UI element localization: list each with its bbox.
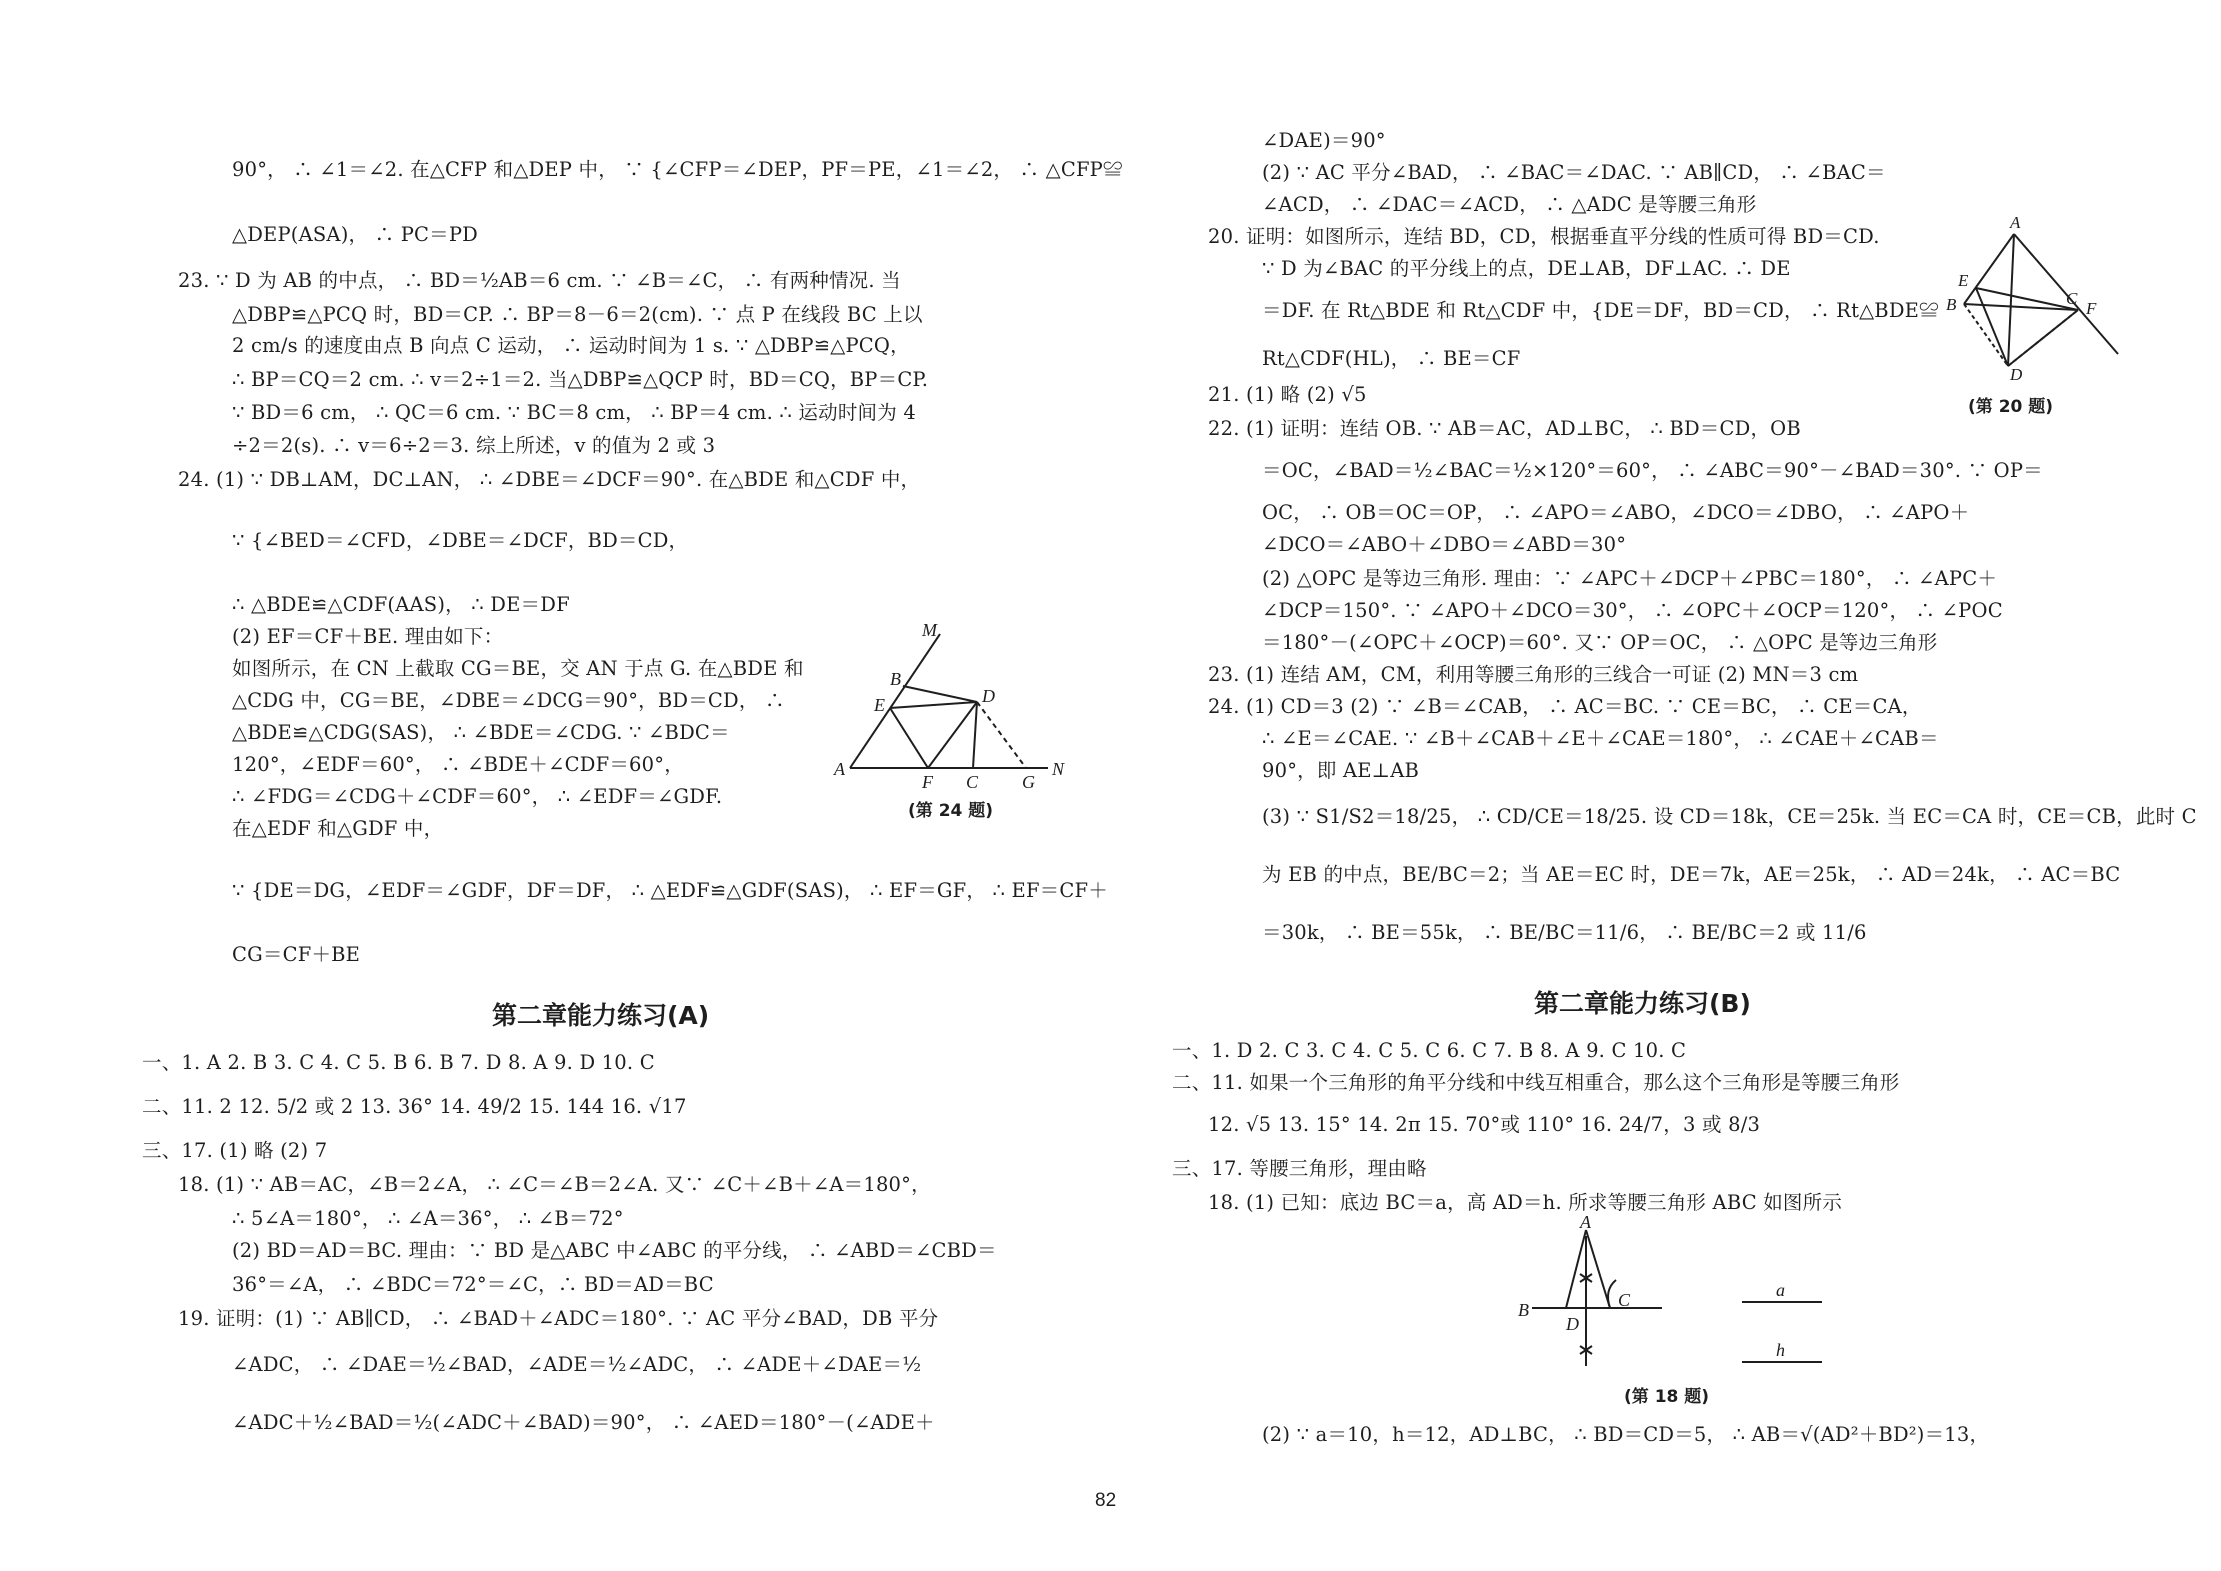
- answer-line: 三、17. 等腰三角形，理由略: [1172, 1157, 1427, 1180]
- text-line: ∴ ∠E＝∠CAE. ∵ ∠B＋∠CAB＋∠E＋∠CAE＝180°， ∴ ∠CAE＋∠CAB＝: [1262, 727, 1939, 750]
- fig24-label: B: [890, 669, 901, 689]
- fig18-label: h: [1776, 1340, 1785, 1360]
- fig20-label: D: [2010, 365, 2023, 384]
- fig24-label: G: [1022, 772, 1035, 790]
- text-line: △DBP≌△PCQ 时，BD＝CP. ∴ BP＝8－6＝2(cm). ∵ 点 P 在线段 BC 上以: [232, 303, 923, 326]
- figure-18-caption: (第 18 题): [1624, 1387, 1710, 1407]
- text-line: ＝180°－(∠OPC＋∠OCP)＝60°. 又∵ OP＝OC， ∴ △OPC 是等边三角形: [1262, 631, 1938, 654]
- text-line: ÷2＝2(s). ∴ v＝6÷2＝3. 综上所述，v 的值为 2 或 3: [232, 434, 716, 457]
- fig24-label: N: [1052, 759, 1065, 779]
- text-line: ∠DCO＝∠ABO＋∠DBO＝∠ABD＝30°: [1262, 533, 1627, 556]
- answer-line: 一、1. D 2. C 3. C 4. C 5. C 6. C 7. B 8. A 9. C 10. C: [1172, 1039, 1687, 1062]
- fig20-label: C: [2066, 289, 2078, 308]
- text-line: (2) ∵ AC 平分∠BAD， ∴ ∠BAC＝∠DAC. ∵ AB∥CD， ∴ ∠BAC＝: [1262, 161, 1886, 184]
- text-line: ∴ △BDE≌△CDF(AAS)， ∴ DE＝DF: [232, 593, 570, 616]
- fig20-label: B: [1946, 295, 1957, 314]
- answer-line: 18. (1) 已知：底边 BC＝a，高 AD＝h. 所求等腰三角形 ABC 如图所示: [1208, 1191, 1843, 1214]
- figure-24-caption: (第 24 题): [908, 801, 994, 821]
- text-line: 120°，∠EDF＝60°， ∴ ∠BDE＋∠CDF＝60°，: [232, 753, 684, 776]
- text-line: OC， ∴ OB＝OC＝OP， ∴ ∠APO＝∠ABO，∠DCO＝∠DBO， ∴ ∠APO＋: [1262, 501, 1970, 524]
- fig20-label: A: [2010, 214, 2021, 232]
- answer-line: 三、17. (1) 略 (2) 7: [142, 1139, 328, 1162]
- fig24-label: C: [966, 772, 979, 790]
- text-line: (2) EF＝CF＋BE. 理由如下：: [232, 625, 504, 648]
- text-line: 24. (1) ∵ DB⊥AM，DC⊥AN， ∴ ∠DBE＝∠DCF＝90°. 在△BDE 和△CDF 中，: [178, 468, 921, 491]
- figure-20: [1928, 214, 2128, 384]
- text-line: ∠DCP＝150°. ∵ ∠APO＋∠DCO＝30°， ∴ ∠OPC＋∠OCP＝120°， ∴ ∠POC: [1262, 599, 2003, 622]
- fig18-label: A: [1580, 1216, 1591, 1232]
- figure-24: [830, 620, 1070, 790]
- text-line: Rt△CDF(HL)， ∴ BE＝CF: [1262, 347, 1521, 370]
- text-line: △CDG 中，CG＝BE，∠DBE＝∠DCG＝90°，BD＝CD， ∴: [232, 689, 785, 712]
- fig20-label: F: [2086, 299, 2097, 318]
- text-line: 为 EB 的中点，BE/BC＝2；当 AE＝EC 时，DE＝7k，AE＝25k， ∴ AD＝24k， ∴ AC＝BC: [1262, 863, 2121, 886]
- text-line: 21. (1) 略 (2) √5: [1208, 383, 1367, 406]
- text-line: ∠ACD， ∴ ∠DAC＝∠ACD， ∴ △ADC 是等腰三角形: [1262, 193, 1757, 216]
- answer-line: 36°＝∠A， ∴ ∠BDC＝72°＝∠C，∴ BD＝AD＝BC: [232, 1273, 714, 1296]
- text-line: (3) ∵ S1/S2＝18/25， ∴ CD/CE＝18/25. 设 CD＝18k，CE＝25k. 当 EC＝CA 时，CE＝CB，此时 C: [1262, 805, 2197, 828]
- figure-20-caption: (第 20 题): [1968, 397, 2054, 417]
- text-line: 90°， ∴ ∠1＝∠2. 在△CFP 和△DEP 中， ∵ {∠CFP＝∠DEP，PF＝PE，∠1＝∠2， ∴ △CFP≌: [232, 158, 1123, 181]
- text-line: 23. ∵ D 为 AB 的中点， ∴ BD＝½AB＝6 cm. ∵ ∠B＝∠C， ∴ 有两种情况. 当: [178, 269, 901, 292]
- fig24-label: E: [874, 695, 885, 715]
- text-line: 在△EDF 和△GDF 中，: [232, 817, 444, 840]
- figure-18: [1502, 1216, 1882, 1376]
- fig18-label: a: [1776, 1280, 1785, 1300]
- text-line: ∴ ∠FDG＝∠CDG＋∠CDF＝60°， ∴ ∠EDF＝∠GDF.: [232, 785, 723, 808]
- fig20-label: E: [1958, 271, 1969, 290]
- text-line: △BDE≌△CDG(SAS)， ∴ ∠BDE＝∠CDG. ∵ ∠BDC＝: [232, 721, 730, 744]
- text-line: 23. (1) 连结 AM，CM，利用等腰三角形的三线合一可证 (2) MN＝3 cm: [1208, 663, 1859, 686]
- answer-line: ∠ADC， ∴ ∠DAE＝½∠BAD，∠ADE＝½∠ADC， ∴ ∠ADE＋∠DAE＝½: [232, 1353, 922, 1376]
- text-line: △DEP(ASA)， ∴ PC＝PD: [232, 223, 479, 246]
- text-line: ∵ BD＝6 cm， ∴ QC＝6 cm. ∵ BC＝8 cm， ∴ BP＝4 cm. ∴ 运动时间为 4: [232, 401, 916, 424]
- text-line: ＝30k， ∴ BE＝55k， ∴ BE/BC＝11/6， ∴ BE/BC＝2 或 11/6: [1262, 921, 1867, 944]
- fig24-label: M: [922, 620, 937, 640]
- answer-line: 二、11. 2 12. 5/2 或 2 13. 36° 14. 49/2 15. 144 16. √17: [142, 1095, 687, 1118]
- text-line: ∴ BP＝CQ＝2 cm. ∴ v＝2÷1＝2. 当△DBP≌△QCP 时，BD＝CQ，BP＝CP.: [232, 368, 929, 391]
- section-title-b: 第二章能力练习(B): [1534, 989, 1751, 1018]
- fig18-label: B: [1518, 1300, 1529, 1320]
- text-line: 20. 证明：如图所示，连结 BD，CD，根据垂直平分线的性质可得 BD＝CD.: [1208, 225, 1880, 248]
- page-number: 82: [1095, 1490, 1117, 1511]
- text-line: ∵ {∠BED＝∠CFD，∠DBE＝∠DCF，BD＝CD，: [232, 529, 689, 552]
- answer-line: 12. √5 13. 15° 14. 2π 15. 70°或 110° 16. 24/7，3 或 8/3: [1208, 1113, 1761, 1136]
- answer-line: ∴ 5∠A＝180°， ∴ ∠A＝36°， ∴ ∠B＝72°: [232, 1207, 624, 1230]
- text-line: 24. (1) CD＝3 (2) ∵ ∠B＝∠CAB， ∴ AC＝BC. ∵ CE＝BC， ∴ CE＝CA，: [1208, 695, 1922, 718]
- section-title-a: 第二章能力练习(A): [492, 1001, 710, 1030]
- text-line: 22. (1) 证明：连结 OB. ∵ AB＝AC，AD⊥BC， ∴ BD＝CD，OB: [1208, 417, 1801, 440]
- answer-line: 一、1. A 2. B 3. C 4. C 5. B 6. B 7. D 8. A 9. D 10. C: [142, 1051, 655, 1074]
- text-line: CG＝CF＋BE: [232, 943, 361, 966]
- text-line: ∵ D 为∠BAC 的平分线上的点，DE⊥AB，DF⊥AC. ∴ DE: [1262, 257, 1791, 280]
- fig24-label: A: [834, 759, 845, 779]
- text-line: ∵ {DE＝DG，∠EDF＝∠GDF，DF＝DF， ∴ △EDF≌△GDF(SAS)， ∴ EF＝GF， ∴ EF＝CF＋: [232, 879, 1108, 902]
- fig24-label: D: [982, 686, 995, 706]
- text-line: 2 cm/s 的速度由点 B 向点 C 运动， ∴ 运动时间为 1 s. ∵ △DBP≌△PCQ，: [232, 334, 910, 357]
- answer-line: 二、11. 如果一个三角形的角平分线和中线互相重合，那么这个三角形是等腰三角形: [1172, 1071, 1900, 1094]
- text-line: ＝OC，∠BAD＝½∠BAC＝½×120°＝60°， ∴ ∠ABC＝90°－∠BAD＝30°. ∵ OP＝: [1262, 459, 2043, 482]
- answer-line: 18. (1) ∵ AB＝AC，∠B＝2∠A， ∴ ∠C＝∠B＝2∠A. 又∵ ∠C＋∠B＋∠A＝180°，: [178, 1173, 931, 1196]
- answer-line: 19. 证明：(1) ∵ AB∥CD， ∴ ∠BAD＋∠ADC＝180°. ∵ AC 平分∠BAD，DB 平分: [178, 1307, 939, 1330]
- answer-line: (2) BD＝AD＝BC. 理由：∵ BD 是△ABC 中∠ABC 的平分线， ∴ ∠ABD＝∠CBD＝: [232, 1239, 997, 1262]
- text-line: ∠DAE)＝90°: [1262, 129, 1386, 152]
- text-line: 如图所示，在 CN 上截取 CG＝BE，交 AN 于点 G. 在△BDE 和: [232, 657, 804, 680]
- answer-line: (2) ∵ a＝10，h＝12，AD⊥BC， ∴ BD＝CD＝5， ∴ AB＝√(AD²＋BD²)＝13，: [1262, 1423, 1990, 1446]
- text-line: ＝DF. 在 Rt△BDE 和 Rt△CDF 中，{DE＝DF，BD＝CD， ∴ Rt△BDE≌: [1262, 299, 1939, 322]
- text-line: 90°，即 AE⊥AB: [1262, 759, 1420, 782]
- fig18-label: C: [1618, 1290, 1631, 1310]
- fig18-label: D: [1566, 1314, 1579, 1334]
- text-line: (2) △OPC 是等边三角形. 理由：∵ ∠APC＋∠DCP＋∠PBC＝180°， ∴ ∠APC＋: [1262, 567, 1998, 590]
- answer-line: ∠ADC＋½∠BAD＝½(∠ADC＋∠BAD)＝90°， ∴ ∠AED＝180°－(∠ADE＋: [232, 1411, 935, 1434]
- fig24-label: F: [922, 772, 933, 790]
